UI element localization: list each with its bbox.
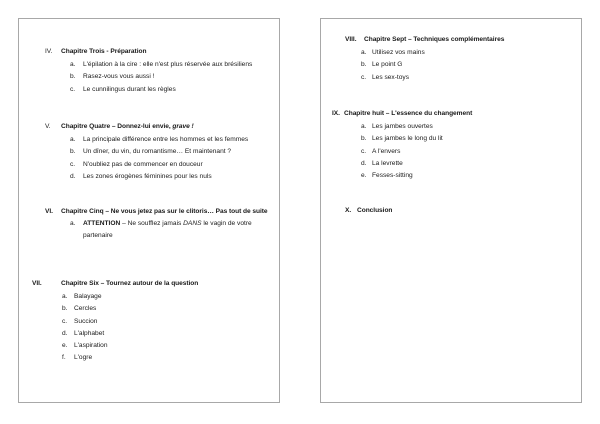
section-title: Chapitre Cinq – Ne vous jetez pas sur le clitoris… Pas tout de suite — [61, 208, 268, 215]
section-heading — [32, 278, 279, 290]
list-item: e. Fesses-sitting — [361, 172, 413, 180]
item-list — [332, 121, 581, 182]
section-x — [345, 205, 581, 217]
item-list — [45, 218, 271, 242]
list-item: a. La principale différence entre les hommes et les femmes — [70, 136, 249, 144]
section-number: IX. — [332, 110, 340, 117]
list-item: d. Les zones érogènes féminines pour les nuls — [70, 172, 212, 180]
item-list — [45, 59, 279, 96]
list-item: b. Les jambes le long du lit — [361, 135, 443, 143]
section-number: VI. — [45, 208, 53, 215]
section-iv — [45, 46, 279, 96]
section-heading — [45, 46, 279, 58]
item-list — [45, 134, 279, 183]
section-vi — [45, 206, 271, 243]
section-number: X. — [345, 207, 352, 214]
list-item: c. Succion — [62, 317, 98, 325]
section-ix — [332, 108, 581, 182]
list-item: b. Rasez-vous vous aussi ! — [70, 73, 155, 81]
section-heading — [345, 205, 581, 217]
section-v — [45, 121, 279, 183]
list-item: c. Le cunnilingus durant les règles — [70, 85, 176, 93]
page-left — [18, 18, 280, 403]
section-title: Chapitre Quatre – Donnez-lui envie, grave ! — [61, 123, 194, 130]
list-item: c. N'oubliez pas de commencer en douceur — [70, 160, 203, 168]
section-title: Chapitre Trois - Préparation — [61, 48, 147, 55]
section-title: Chapitre Sept – Techniques complémentaires — [364, 36, 505, 43]
section-number: V. — [45, 123, 51, 130]
list-item: d. La levrette — [361, 159, 403, 167]
list-item: d. L'alphabet — [62, 329, 105, 337]
page-right — [320, 18, 582, 403]
section-title: Chapitre Six – Tournez autour de la question — [61, 280, 199, 287]
item-list — [32, 291, 279, 364]
section-number: IV. — [45, 48, 53, 55]
list-item: a. Utilisez vos mains — [361, 49, 425, 57]
section-heading — [345, 34, 581, 46]
section-title: Conclusion — [357, 207, 393, 214]
section-heading — [45, 121, 279, 133]
list-item: c. A l'envers — [361, 147, 401, 155]
section-number: VII. — [32, 280, 42, 287]
section-heading — [45, 206, 271, 218]
list-item: e. L'aspiration — [62, 342, 108, 350]
list-item: a. Les jambes ouvertes — [361, 123, 433, 131]
item-list — [345, 47, 581, 84]
section-viii — [345, 34, 581, 84]
list-item: c. Les sex-toys — [361, 73, 410, 81]
list-item: a. Balayage — [62, 293, 102, 301]
list-item: f. L'ogre — [62, 354, 93, 362]
section-heading — [332, 108, 581, 120]
list-item: a. ATTENTION – Ne soufflez jamais DANS le vagin de votre partenaire — [70, 220, 252, 240]
section-vii — [32, 278, 279, 364]
list-item: b. Un dîner, du vin, du romantisme… Et maintenant ? — [70, 148, 232, 156]
list-item: a. L'épilation à la cire : elle n'est plus réservée aux brésiliens — [70, 61, 253, 69]
list-item: b. Cercles — [62, 305, 97, 313]
section-title: Chapitre huit – L'essence du changement — [344, 110, 473, 117]
list-item: b. Le point G — [361, 61, 403, 69]
section-number: VIII. — [345, 36, 357, 43]
